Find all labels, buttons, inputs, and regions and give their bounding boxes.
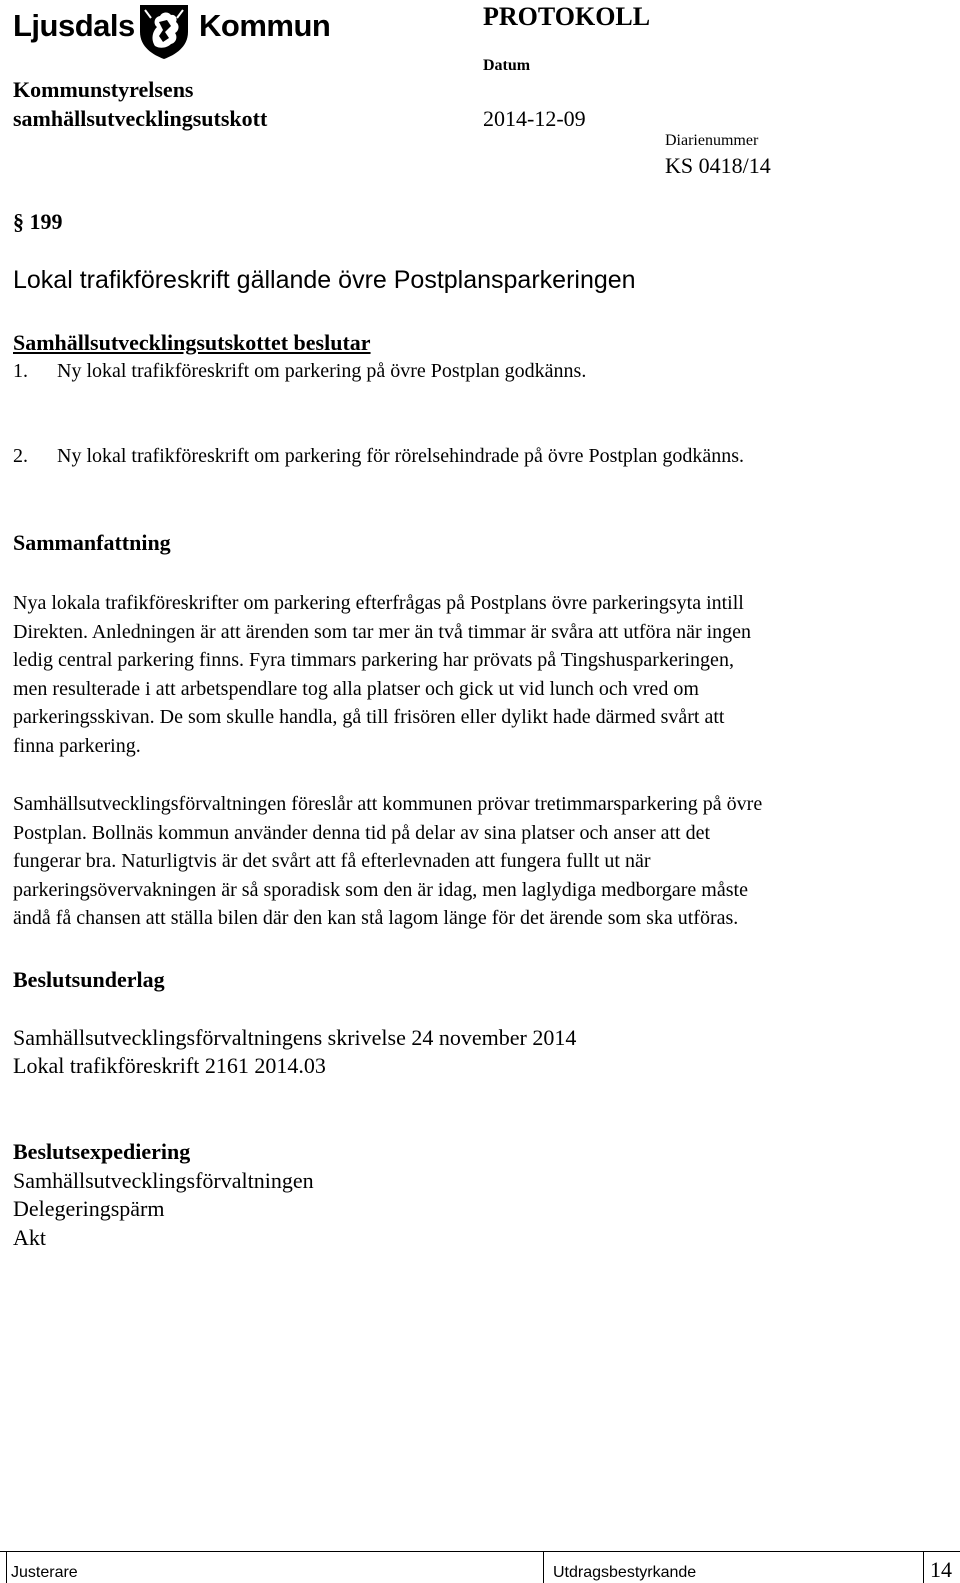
organ-name-line2: samhällsutvecklingsutskott: [13, 106, 268, 131]
basis-item: Samhällsutvecklingsförvaltningens skrivelse 24 november 2014: [13, 1025, 577, 1050]
paragraph-number: § 199: [13, 209, 63, 234]
text-line: Direkten. Anledningen är att ärenden som tar mer än två timmar är svåra att utföra när ingen: [13, 620, 752, 643]
dispatch-item: Delegeringspärm: [13, 1196, 165, 1221]
logo-text-kommun: Kommun: [199, 8, 331, 43]
text-line: fungerar bra. Naturligtvis är det svårt att få efterlevnaden att fungera fullt ut när: [13, 850, 651, 872]
text-line: Samhällsutvecklingsförvaltningen föreslår att kommunen prövar tretimmarsparkering på övre: [13, 793, 763, 815]
summary-paragraph-2: [13, 790, 948, 933]
dispatch-item: Akt: [13, 1225, 46, 1250]
decision-heading: Samhällsutvecklingsutskottet beslutar: [13, 330, 371, 355]
text-line: finna parkering.: [13, 734, 141, 757]
summary-heading: Sammanfattning: [13, 530, 171, 555]
decision-text: Ny lokal trafikföreskrift om parkering på övre Postplan godkänns.: [57, 360, 587, 382]
text-line: Nya lokala trafikföreskrifter om parkering efterfrågas på Postplans övre parkeringsyta intill: [13, 592, 744, 614]
text-line: ändå få chansen att ställa bilen där den kan stå lagom länge för det ärende som ska utföras.: [13, 907, 739, 929]
dispatch-heading: Beslutsexpediering: [13, 1139, 191, 1164]
organ-name-line1: Kommunstyrelsens: [13, 77, 194, 102]
basis-heading: Beslutsunderlag: [13, 967, 165, 992]
date-label: Datum: [483, 57, 531, 74]
date-value: 2014-12-09: [483, 106, 586, 131]
decision-text: Ny lokal trafikföreskrift om parkering för rörelsehindrade på övre Postplan godkänns.: [57, 445, 745, 467]
coat-of-arms-icon: [137, 2, 191, 60]
registration-label: Diarienummer: [665, 132, 759, 149]
text-line: Postplan. Bollnäs kommun använder denna tid på delar av sina platser och anser att det: [13, 821, 711, 844]
checkers-label: Justerare: [11, 1564, 78, 1581]
summary-paragraph-1: [13, 589, 948, 760]
footer-divider: [923, 1551, 924, 1583]
text-line: men resulterade i att arbetspendlare tog alla platser och gick ut vid lunch och vred om: [13, 677, 699, 700]
footer-divider: [0, 1551, 960, 1552]
document-type: PROTOKOLL: [483, 2, 651, 31]
decision-item: [13, 445, 744, 468]
basis-item: Lokal trafikföreskrift 2161 2014.03: [13, 1053, 326, 1078]
logo-text-municipality: Ljusdals: [13, 8, 135, 43]
text-line: ledig central parkering finns. Fyra timmars parkering har prövats på Tingshusparkeringen,: [13, 649, 734, 671]
registration-number: KS 0418/14: [665, 153, 771, 178]
text-line: parkeringsskivan. De som skulle handla, gå till frisören eller dylikt hade därmed svårt att: [13, 706, 725, 728]
decision-number: 2.: [13, 445, 28, 467]
section-title: Lokal trafikföreskrift gällande övre Postplansparkeringen: [13, 266, 636, 294]
page-number: 14: [930, 1557, 952, 1582]
text-line: parkeringsövervakningen är så sporadisk som den är idag, men laglydiga medborgare måste: [13, 878, 748, 901]
footer-divider: [543, 1551, 544, 1583]
dispatch-item: Samhällsutvecklingsförvaltningen: [13, 1168, 314, 1193]
footer-divider: [6, 1551, 7, 1583]
certification-label: Utdragsbestyrkande: [553, 1564, 697, 1581]
decision-number: 1.: [13, 360, 28, 382]
decision-item: [13, 360, 586, 383]
